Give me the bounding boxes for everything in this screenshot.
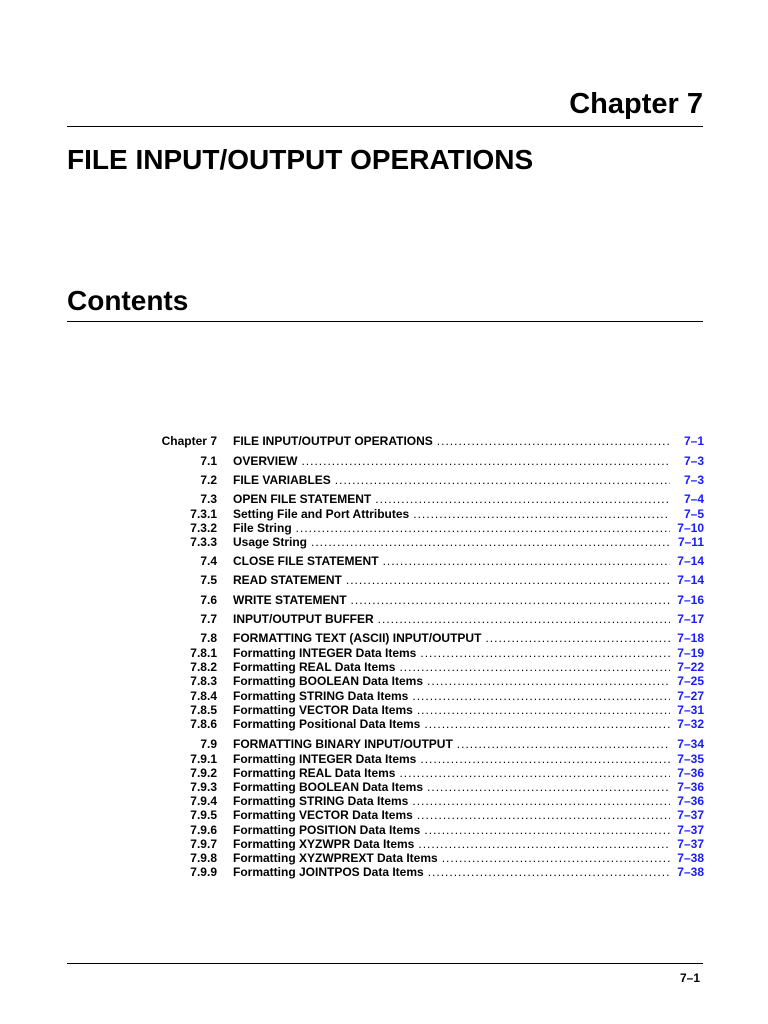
toc-entry-page-link[interactable]: 7–31 bbox=[677, 703, 704, 717]
toc-entry-page-link[interactable]: 7–14 bbox=[677, 554, 704, 568]
toc-entry-page-link[interactable]: 7–3 bbox=[683, 473, 704, 487]
toc-entry-number: 7.9.8 bbox=[190, 851, 217, 865]
toc-entry-number: 7.8.5 bbox=[190, 703, 217, 717]
toc-entry-title: Setting File and Port Attributes bbox=[233, 507, 410, 521]
toc-entry[interactable] bbox=[150, 808, 704, 822]
toc-entry-number: 7.8.6 bbox=[190, 717, 217, 731]
toc-entry-title: Formatting REAL Data Items bbox=[233, 660, 396, 674]
toc-entry-number: 7.3 bbox=[200, 492, 217, 506]
toc-entry-number: 7.9 bbox=[200, 737, 217, 751]
toc-leader-dots bbox=[346, 573, 670, 587]
header-rule bbox=[67, 126, 703, 127]
toc-entry-number: 7.8.3 bbox=[190, 674, 217, 688]
toc-leader-dots bbox=[424, 717, 670, 731]
toc-entry-number: 7.3.2 bbox=[190, 521, 217, 535]
toc-entry-title: OVERVIEW bbox=[233, 454, 298, 468]
toc-entry-title: Formatting VECTOR Data Items bbox=[233, 703, 413, 717]
toc-entry-title: FORMATTING BINARY INPUT/OUTPUT bbox=[233, 737, 453, 751]
toc-entry-title: Formatting JOINTPOS Data Items bbox=[233, 865, 424, 879]
toc-leader-dots bbox=[399, 766, 670, 780]
toc-leader-dots bbox=[418, 837, 670, 851]
toc-leader-dots bbox=[427, 674, 670, 688]
toc-entry-number: 7.9.4 bbox=[190, 794, 217, 808]
toc-entry[interactable] bbox=[150, 865, 704, 879]
toc-entry-title: FORMATTING TEXT (ASCII) INPUT/OUTPUT bbox=[233, 631, 482, 645]
toc-entry-number: Chapter 7 bbox=[161, 434, 217, 448]
footer-page-number: 7–1 bbox=[679, 971, 700, 985]
toc-entry-page-link[interactable]: 7–37 bbox=[677, 837, 704, 851]
toc-leader-dots bbox=[485, 631, 670, 645]
contents-heading: Contents bbox=[67, 285, 189, 316]
toc-entry[interactable] bbox=[150, 766, 704, 780]
toc-entry-title: READ STATEMENT bbox=[233, 573, 342, 587]
toc-entry-page-link[interactable]: 7–11 bbox=[677, 535, 704, 549]
toc-entry-number: 7.2 bbox=[200, 473, 217, 487]
toc-entry-number: 7.9.2 bbox=[190, 766, 217, 780]
toc-entry-page-link[interactable]: 7–36 bbox=[677, 794, 704, 808]
toc-entry-title: Formatting STRING Data Items bbox=[233, 794, 409, 808]
toc-entry-title: INPUT/OUTPUT BUFFER bbox=[233, 612, 374, 626]
toc-leader-dots bbox=[412, 689, 670, 703]
toc-entry[interactable] bbox=[150, 554, 704, 568]
toc-leader-dots bbox=[383, 554, 670, 568]
toc-leader-dots bbox=[420, 646, 670, 660]
toc-entry-title: WRITE STATEMENT bbox=[233, 593, 347, 607]
toc-entry[interactable] bbox=[150, 573, 704, 587]
toc-entry-title: Formatting STRING Data Items bbox=[233, 689, 409, 703]
toc-entry-title: FILE INPUT/OUTPUT OPERATIONS bbox=[233, 434, 433, 448]
toc-entry[interactable] bbox=[150, 737, 704, 751]
toc-entry-page-link[interactable]: 7–1 bbox=[683, 434, 704, 448]
toc-entry-number: 7.8 bbox=[200, 631, 217, 645]
toc-entry-title: Formatting XYZWPREXT Data Items bbox=[233, 851, 438, 865]
toc-entry-page-link[interactable]: 7–5 bbox=[683, 507, 704, 521]
toc-entry-number: 7.8.2 bbox=[190, 660, 217, 674]
toc-entry-page-link[interactable]: 7–25 bbox=[677, 674, 704, 688]
toc-entry[interactable] bbox=[150, 674, 704, 688]
toc-entry[interactable] bbox=[150, 473, 704, 487]
toc-leader-dots bbox=[424, 823, 670, 837]
toc-entry-title: Formatting BOOLEAN Data Items bbox=[233, 674, 424, 688]
toc-entry-number: 7.6 bbox=[200, 593, 217, 607]
toc-entry[interactable] bbox=[150, 521, 704, 535]
toc-entry-page-link[interactable]: 7–14 bbox=[677, 573, 704, 587]
toc-leader-dots bbox=[296, 521, 670, 535]
toc-entry-number: 7.3.1 bbox=[190, 507, 217, 521]
toc-entry-title: CLOSE FILE STATEMENT bbox=[233, 554, 379, 568]
toc-leader-dots bbox=[442, 851, 670, 865]
toc-entry-number: 7.7 bbox=[200, 612, 217, 626]
toc-entry-number: 7.5 bbox=[200, 573, 217, 587]
toc-leader-dots bbox=[420, 752, 670, 766]
toc-entry-page-link[interactable]: 7–22 bbox=[677, 660, 704, 674]
toc-entry-title: Formatting VECTOR Data Items bbox=[233, 808, 413, 822]
toc-leader-dots bbox=[335, 473, 670, 487]
toc-entry[interactable] bbox=[150, 631, 704, 645]
toc-leader-dots bbox=[412, 794, 670, 808]
toc-entry-title: Usage String bbox=[233, 535, 308, 549]
toc-entry-page-link[interactable]: 7–19 bbox=[677, 646, 704, 660]
toc-leader-dots bbox=[378, 612, 670, 626]
toc-entry[interactable] bbox=[150, 689, 704, 703]
toc-leader-dots bbox=[437, 434, 670, 448]
toc-entry[interactable] bbox=[150, 823, 704, 837]
toc-leader-dots bbox=[351, 593, 670, 607]
toc-entry-number: 7.9.6 bbox=[190, 823, 217, 837]
toc-entry-title: FILE VARIABLES bbox=[233, 473, 331, 487]
toc-entry-page-link[interactable]: 7–16 bbox=[677, 593, 704, 607]
footer-rule bbox=[67, 963, 703, 964]
toc-entry-title: Formatting REAL Data Items bbox=[233, 766, 396, 780]
toc-entry[interactable] bbox=[150, 794, 704, 808]
toc-entry-page-link[interactable]: 7–4 bbox=[683, 492, 704, 506]
toc-entry-title: File String bbox=[233, 521, 292, 535]
toc-entry[interactable] bbox=[150, 717, 704, 731]
toc-leader-dots bbox=[457, 737, 670, 751]
toc-entry-title: Formatting POSITION Data Items bbox=[233, 823, 421, 837]
toc-entry-page-link[interactable]: 7–37 bbox=[677, 808, 704, 822]
toc-entry-title: Formatting INTEGER Data Items bbox=[233, 646, 417, 660]
toc-entry-page-link[interactable]: 7–36 bbox=[677, 780, 704, 794]
toc-entry[interactable] bbox=[150, 535, 704, 549]
toc-entry[interactable] bbox=[150, 612, 704, 626]
toc-entry-page-link[interactable]: 7–17 bbox=[677, 612, 704, 626]
toc-entry[interactable] bbox=[150, 752, 704, 766]
toc-entry-page-link[interactable]: 7–10 bbox=[677, 521, 704, 535]
toc-entry-title: Formatting XYZWPR Data Items bbox=[233, 837, 415, 851]
toc-leader-dots bbox=[311, 535, 670, 549]
toc-leader-dots bbox=[301, 454, 670, 468]
toc-entry[interactable] bbox=[150, 434, 704, 448]
toc-entry-page-link[interactable]: 7–35 bbox=[677, 752, 704, 766]
toc-entry-number: 7.9.3 bbox=[190, 780, 217, 794]
toc-entry-title: Formatting INTEGER Data Items bbox=[233, 752, 417, 766]
toc-entry-page-link[interactable]: 7–34 bbox=[677, 737, 704, 751]
toc-entry-page-link[interactable]: 7–3 bbox=[683, 454, 704, 468]
toc-entry-page-link[interactable]: 7–37 bbox=[677, 823, 704, 837]
toc-entry[interactable] bbox=[150, 492, 704, 506]
toc-entry-number: 7.8.4 bbox=[190, 689, 217, 703]
toc-entry-title: OPEN FILE STATEMENT bbox=[233, 492, 372, 506]
toc-entry[interactable] bbox=[150, 851, 704, 865]
toc-entry-page-link[interactable]: 7–36 bbox=[677, 766, 704, 780]
toc-entry-page-link[interactable]: 7–38 bbox=[677, 865, 704, 879]
toc-entry-title: Formatting Positional Data Items bbox=[233, 717, 421, 731]
toc-entry[interactable] bbox=[150, 837, 704, 851]
toc-entry[interactable] bbox=[150, 660, 704, 674]
toc-entry-number: 7.9.5 bbox=[190, 808, 217, 822]
toc-entry[interactable] bbox=[150, 646, 704, 660]
toc-entry-page-link[interactable]: 7–18 bbox=[677, 631, 704, 645]
toc-entry-title: Formatting BOOLEAN Data Items bbox=[233, 780, 424, 794]
toc-leader-dots bbox=[417, 703, 670, 717]
toc-leader-dots bbox=[413, 507, 670, 521]
toc-entry[interactable] bbox=[150, 703, 704, 717]
toc-leader-dots bbox=[417, 808, 670, 822]
toc-entry-number: 7.9.1 bbox=[190, 752, 217, 766]
toc-entry-number: 7.4 bbox=[200, 554, 217, 568]
toc-entry[interactable] bbox=[150, 454, 704, 468]
toc-entry[interactable] bbox=[150, 593, 704, 607]
toc-leader-dots bbox=[399, 660, 670, 674]
toc-entry-number: 7.3.3 bbox=[190, 535, 217, 549]
toc-entry-number: 7.1 bbox=[200, 454, 217, 468]
page-title: FILE INPUT/OUTPUT OPERATIONS bbox=[67, 144, 534, 175]
toc-leader-dots bbox=[427, 780, 670, 794]
toc-entry-page-link[interactable]: 7–38 bbox=[677, 851, 704, 865]
toc-entry-number: 7.9.7 bbox=[190, 837, 217, 851]
toc-entry-page-link[interactable]: 7–27 bbox=[677, 689, 704, 703]
toc-entry-number: 7.9.9 bbox=[190, 865, 217, 879]
toc-leader-dots bbox=[428, 865, 670, 879]
toc-entry[interactable] bbox=[150, 507, 704, 521]
toc-entry[interactable] bbox=[150, 780, 704, 794]
toc-entry-number: 7.8.1 bbox=[190, 646, 217, 660]
toc-leader-dots bbox=[375, 492, 670, 506]
toc-entry-page-link[interactable]: 7–32 bbox=[677, 717, 704, 731]
chapter-label: Chapter 7 bbox=[569, 88, 703, 120]
contents-rule bbox=[67, 321, 703, 322]
